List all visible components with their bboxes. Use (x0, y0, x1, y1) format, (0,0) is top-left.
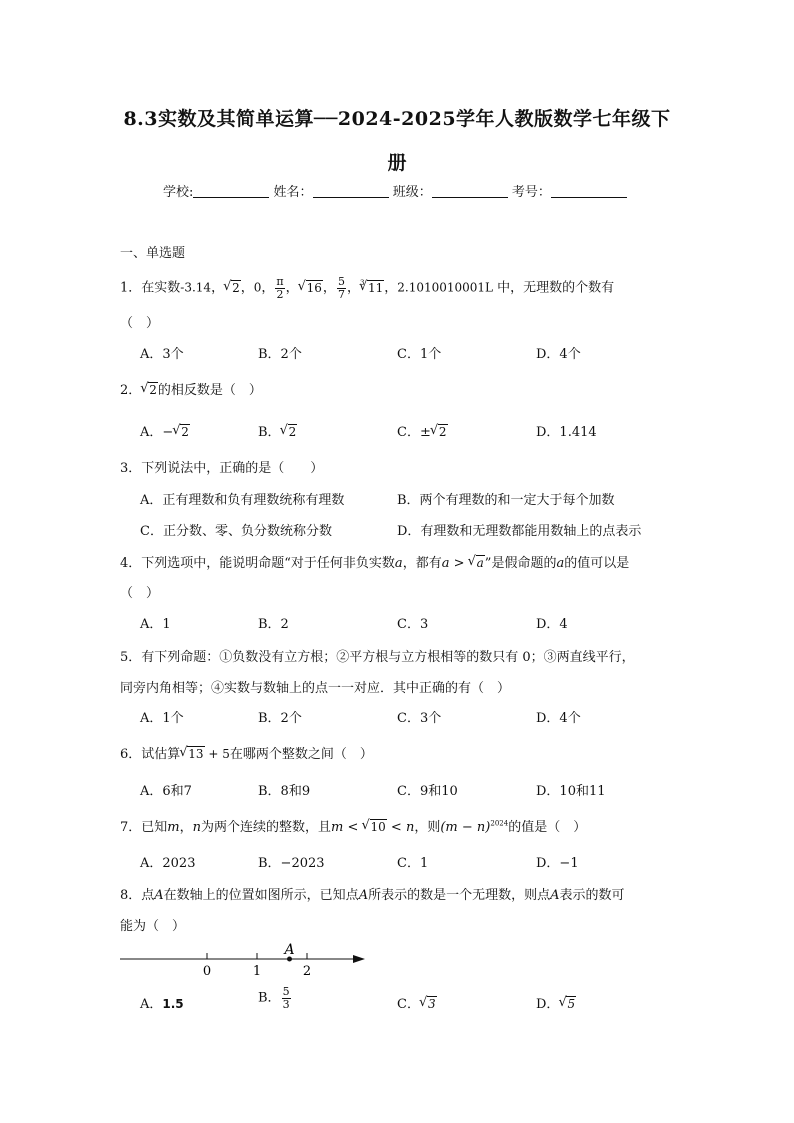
q1-option-c[interactable]: C．1个 (397, 347, 442, 362)
q4-option-d[interactable]: D．4 (536, 617, 568, 632)
q5-option-b[interactable]: B．2个 (258, 711, 302, 726)
q6-option-c[interactable]: C．9和10 (397, 784, 458, 799)
q1-pi-over-2: $\frac{\pi}{2}$ (276, 275, 284, 301)
school-label: 学校: (163, 185, 194, 200)
q8-option-a[interactable]: A．1.5 (140, 997, 184, 1012)
q1-sqrt16: √ 16 (299, 281, 323, 295)
q2-option-b[interactable]: B．√ 2 (258, 421, 297, 440)
q8-option-b[interactable]: B． $\frac{5}{3}$ (258, 985, 290, 1011)
q1-suffix: 中，无理数的个数有 (497, 280, 615, 296)
q3-option-c[interactable]: C．正分数、零、负分数统称分数 (140, 524, 332, 539)
question-3-stem: 3．下列说法中，正确的是（ ） (120, 461, 324, 476)
q4-option-c[interactable]: C．3 (397, 617, 429, 632)
q1-decimal: 2.1010010001L (397, 280, 494, 295)
school-blank[interactable] (193, 185, 269, 198)
question-5-line-1: 5．有下列命题：①负数没有立方根；②平方根与立方根相等的数只有 0；③两直线平行， (120, 650, 635, 665)
question-8-line-1: 8．点A在数轴上的位置如图所示，已知点A所表示的数是一个无理数，则点A表示的数可 (120, 888, 625, 903)
q3-option-a[interactable]: A．正有理数和负有理数统称有理数 (140, 493, 345, 508)
exam-no-label: 考号： (511, 185, 551, 200)
q5-option-d[interactable]: D．4个 (536, 711, 581, 726)
class-label: 班级： (392, 185, 432, 200)
question-7-stem: 7．已知m，n为两个连续的整数，且m < √ 10 < n，则$(m - n)^{2024}$的值是（ ） (120, 816, 586, 835)
q4-paren: （ ） (120, 586, 160, 601)
q1-option-a[interactable]: A．3个 (140, 347, 184, 362)
section-heading: 一、单选题 (120, 246, 186, 261)
student-info-row (163, 181, 627, 200)
class-blank[interactable] (432, 185, 508, 198)
q2-sqrt2: √ 2 (141, 383, 158, 397)
q2-option-a[interactable]: A．−√ 2 (140, 421, 190, 440)
q1-value-neg314: -3.14 (180, 280, 212, 295)
number-line-point-label: A (284, 942, 295, 958)
q7-option-c[interactable]: C．1 (397, 856, 429, 871)
q1-option-d[interactable]: D．4个 (536, 347, 581, 362)
question-6-stem: 6．试估算√ 13 + 5在哪两个整数之间（ ） (120, 743, 373, 762)
question-2-stem: 2．√ 2的相反数是（ ） (120, 379, 262, 398)
q7-option-d[interactable]: D．−1 (536, 856, 579, 871)
number-line-label-0: 0 (202, 964, 212, 979)
exam-no-blank[interactable] (551, 185, 627, 198)
question-8-line-2: 能为（ ） (120, 919, 186, 934)
q6-option-a[interactable]: A．6和7 (140, 784, 192, 799)
q7-option-b[interactable]: B．−2023 (258, 856, 325, 871)
q8-option-c[interactable]: C．√ 3 (397, 993, 437, 1012)
q1-zero: 0 (253, 280, 262, 295)
q6-option-b[interactable]: B．8和9 (258, 784, 311, 799)
q5-option-c[interactable]: C．3个 (397, 711, 442, 726)
question-1-stem: 1．在实数-3.14，√ 2，0， $\frac{\pi}{2}$ ，√ 16， $\frac{5}{7}$ ， √ 3 11，2.1010010001L 中，无理数的个数有 (120, 276, 614, 300)
q1-sqrt2: √ 2 (224, 281, 241, 295)
q2-option-c[interactable]: C．±√ 2 (397, 421, 448, 440)
name-blank[interactable] (313, 185, 389, 198)
q3-option-b[interactable]: B．两个有理数的和一定大于每个加数 (397, 493, 615, 508)
number-line-figure (115, 937, 375, 982)
number-line-label-2: 2 (302, 964, 312, 979)
q5-option-a[interactable]: A．1个 (140, 711, 184, 726)
q8-option-d[interactable]: D．√ 5 (536, 993, 576, 1012)
q2-option-d[interactable]: D．1.414 (536, 425, 597, 440)
number-line-arrow-icon (353, 955, 365, 963)
q1-option-b[interactable]: B．2个 (258, 347, 302, 362)
q3-option-d[interactable]: D．有理数和无理数都能用数轴上的点表示 (397, 524, 642, 539)
question-4-stem: 4．下列选项中，能说明命题“对于任何非负实数a，都有a > √ a”是假命题的a的值可以是 (120, 552, 629, 571)
q1-paren: （ ） (120, 316, 160, 331)
q1-five-sevenths: $\frac{5}{7}$ (337, 275, 345, 301)
q1-cbrt11: √ 3 11 (360, 281, 384, 295)
q7-option-a[interactable]: A．2023 (140, 856, 196, 871)
q1-prefix: 1．在实数 (120, 280, 181, 296)
title-line-2: 册 (387, 152, 407, 174)
q4-option-a[interactable]: A．1 (140, 617, 171, 632)
name-label: 姓名： (273, 185, 313, 200)
number-line-label-1: 1 (252, 964, 262, 979)
title-line-1: 8.3实数及其简单运算──2024-2025学年人教版数学七年级下 (123, 108, 671, 130)
q6-option-d[interactable]: D．10和11 (536, 784, 606, 799)
question-5-line-2: 同旁内角相等；④实数与数轴上的点一一对应．其中正确的有（ ） (120, 681, 511, 696)
q4-option-b[interactable]: B．2 (258, 617, 289, 632)
